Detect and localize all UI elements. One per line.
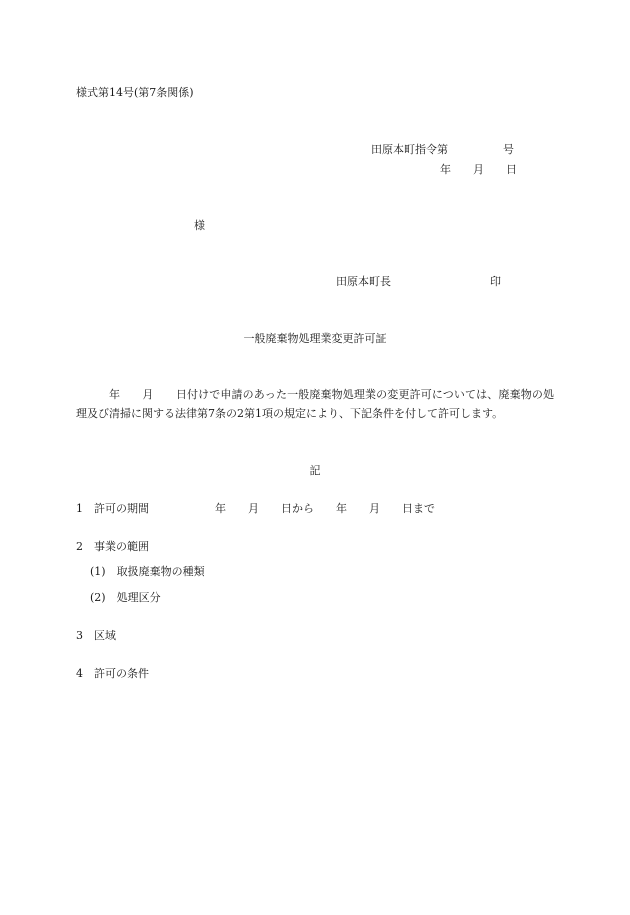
ki-heading: 記 <box>309 464 321 477</box>
item-processing-category: (2) 処理区分 <box>90 591 161 604</box>
item-area: 3 区域 <box>76 629 116 642</box>
notice-number: 田原本町指令第 号 <box>371 143 514 156</box>
item-business-scope: 2 事業の範囲 <box>76 540 149 553</box>
body-paragraph: 年 月 日付けで申請のあった一般廃棄物処理業の変更許可については、廃棄物の処理及び清掃に関する法律第7条の2第1項の規定により、下記条件を付して許可します。 <box>76 388 554 420</box>
addressee: 様 <box>194 219 205 232</box>
notice-date: 年 月 日 <box>440 163 517 176</box>
item-permit-period: 1 許可の期間 年 月 日から 年 月 日まで <box>76 502 435 515</box>
document-title: 一般廃棄物処理業変更許可証 <box>243 332 387 345</box>
issuer-signature: 田原本町長 印 <box>336 275 501 288</box>
item-waste-types: (1) 取扱廃棄物の種類 <box>90 565 205 578</box>
item-permit-conditions: 4 許可の条件 <box>76 667 149 680</box>
form-number: 様式第14号(第7条関係) <box>76 86 194 99</box>
